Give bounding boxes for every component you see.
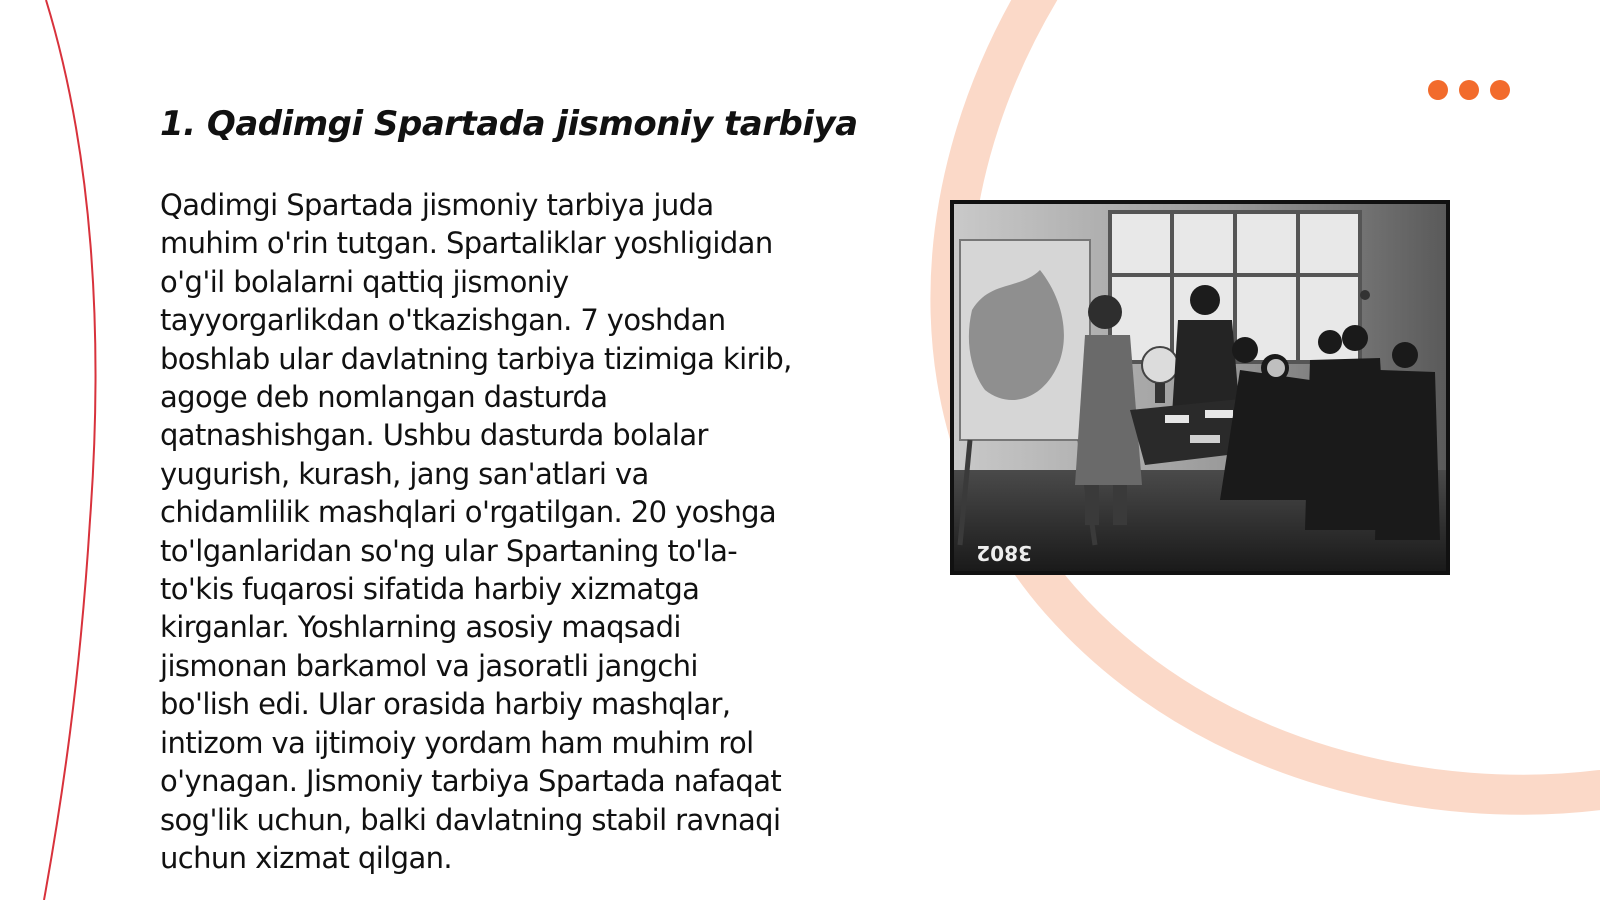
body-line: Qadimgi Spartada jismoniy tarbiya juda bbox=[160, 188, 714, 222]
body-line: jismonan barkamol va jasoratli jangchi bbox=[160, 648, 698, 683]
body-paragraph bbox=[160, 186, 850, 877]
body-line: agoge deb nomlangan dasturda bbox=[160, 380, 608, 415]
dot-icon bbox=[1490, 80, 1510, 100]
body-line: o'g'il bolalarni qattiq jismoniy bbox=[160, 264, 569, 299]
body-line: boshlab ular davlatning tarbiya tizimiga kirib, bbox=[160, 341, 792, 376]
slide-title: 1. Qadimgi Spartada jismoniy tarbiya bbox=[160, 104, 858, 144]
body-line: chidamlilik mashqlari o'rgatilgan. 20 yoshga bbox=[160, 495, 777, 530]
plate-number: 3802 bbox=[976, 541, 1032, 565]
body-line: sog'lik uchun, balki davlatning stabil ravnaqi bbox=[160, 802, 781, 837]
body-line: qatnashishgan. Ushbu dasturda bolalar bbox=[160, 418, 708, 453]
body-line: o'ynagan. Jismoniy tarbiya Spartada nafaqat bbox=[160, 764, 782, 799]
body-line: yugurish, kurash, jang san'atlari va bbox=[160, 456, 649, 491]
body-line: to'kis fuqarosi sifatida harbiy xizmatga bbox=[160, 572, 700, 607]
red-left-curve bbox=[44, 0, 96, 900]
menu-dots bbox=[1428, 80, 1510, 100]
classroom-photo bbox=[950, 200, 1450, 575]
dot-icon bbox=[1459, 80, 1479, 100]
body-line: muhim o'rin tutgan. Spartaliklar yoshligidan bbox=[160, 226, 773, 261]
body-line: to'lganlaridan so'ng ular Spartaning to'la- bbox=[160, 533, 738, 568]
dot-icon bbox=[1428, 80, 1448, 100]
body-line: kirganlar. Yoshlarning asosiy maqsadi bbox=[160, 610, 681, 645]
body-line: bo'lish edi. Ular orasida harbiy mashqlar, bbox=[160, 687, 731, 722]
body-line: intizom va ijtimoiy yordam ham muhim rol bbox=[160, 725, 754, 760]
body-line: uchun xizmat qilgan. bbox=[160, 840, 453, 875]
body-line: tayyorgarlikdan o'tkazishgan. 7 yoshdan bbox=[160, 303, 726, 338]
